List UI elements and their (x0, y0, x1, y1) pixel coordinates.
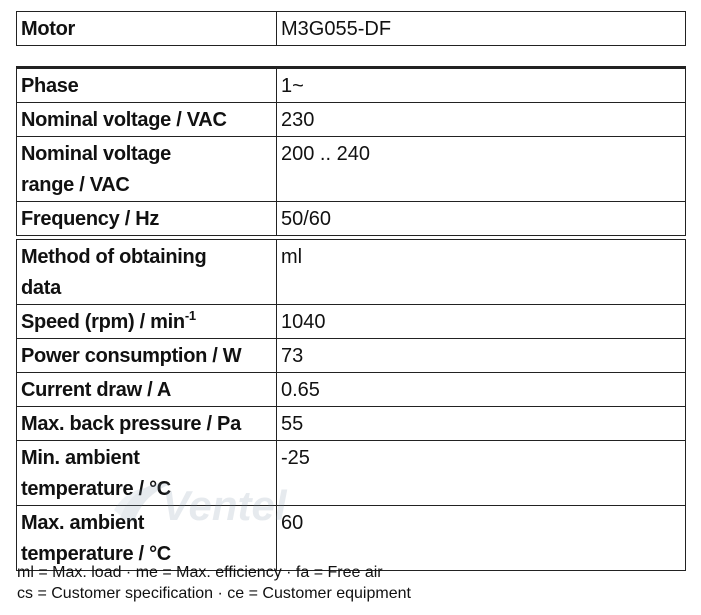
label-line: temperature / °C (21, 478, 171, 500)
table-row (17, 68, 686, 103)
motor-table (16, 11, 686, 46)
table-row (17, 12, 686, 46)
label-line: range / VAC (21, 174, 130, 196)
back-pressure-value: 55 (277, 407, 686, 441)
nominal-voltage-range-label (17, 137, 277, 202)
table-row (17, 305, 686, 339)
label-line: Max. ambient (21, 512, 145, 534)
min-ambient-label (17, 441, 277, 506)
frequency-value: 50/60 (277, 202, 686, 236)
speed-label (17, 305, 277, 339)
table-row (17, 441, 686, 506)
max-ambient-value: 60 (277, 506, 686, 571)
motor-label: Motor (17, 12, 277, 46)
speed-value: 1040 (277, 305, 686, 339)
performance-table (16, 239, 686, 571)
min-ambient-value: -25 (277, 441, 686, 506)
label-line: Method of obtaining (21, 246, 207, 268)
phase-value: 1~ (277, 68, 686, 103)
label-line: data (21, 277, 61, 299)
table-row (17, 103, 686, 137)
back-pressure-label: Max. back pressure / Pa (17, 407, 277, 441)
method-value: ml (277, 240, 686, 305)
table-row (17, 137, 686, 202)
label-line: temperature / °C (21, 543, 171, 565)
watermark-text: Ventel (162, 482, 287, 529)
label-line: Min. ambient (21, 447, 140, 469)
power-consumption-value: 73 (277, 339, 686, 373)
current-draw-label: Current draw / A (17, 373, 277, 407)
frequency-label: Frequency / Hz (17, 202, 277, 236)
table-row (17, 506, 686, 571)
power-consumption-label: Power consumption / W (17, 339, 277, 373)
legend-line-2: cs = Customer specification · ce = Customer equipment (17, 585, 411, 602)
speed-label-text: Speed (rpm) / min (21, 311, 185, 333)
speed-label-exponent: -1 (184, 308, 196, 323)
label-line: Nominal voltage (21, 143, 171, 165)
table-row (17, 373, 686, 407)
table-row (17, 202, 686, 236)
nominal-voltage-label: Nominal voltage / VAC (17, 103, 277, 137)
electrical-table (16, 66, 686, 236)
max-ambient-label (17, 506, 277, 571)
table-row (17, 407, 686, 441)
legend-line-1: ml = Max. load · me = Max. efficiency · fa = Free air (17, 564, 383, 581)
current-draw-value: 0.65 (277, 373, 686, 407)
nominal-voltage-range-value: 200 .. 240 (277, 137, 686, 202)
table-row (17, 339, 686, 373)
table-row (17, 240, 686, 305)
motor-value: M3G055-DF (277, 12, 686, 46)
method-label (17, 240, 277, 305)
nominal-voltage-value: 230 (277, 103, 686, 137)
phase-label: Phase (17, 68, 277, 103)
